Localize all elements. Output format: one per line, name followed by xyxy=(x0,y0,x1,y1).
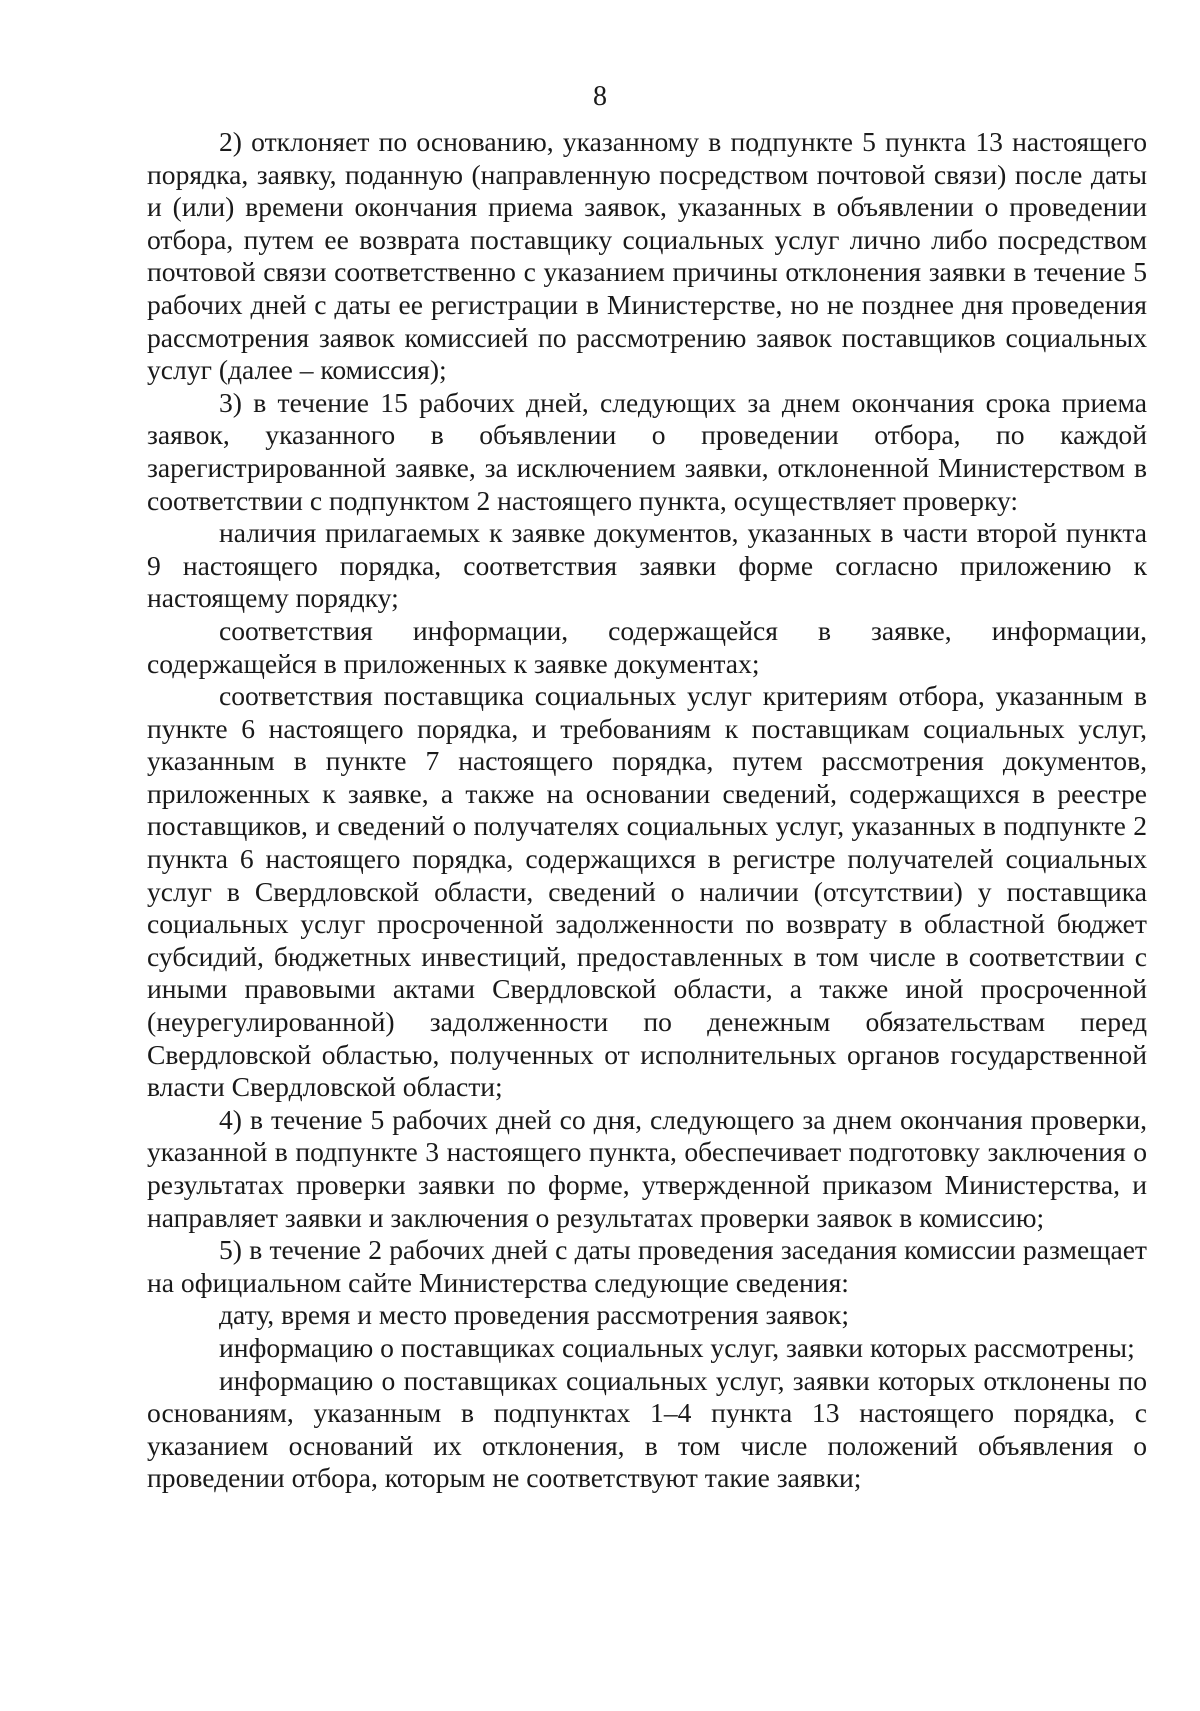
paragraph-item-5: 5) в течение 2 рабочих дней с даты проведения заседания комиссии размещает на официальном сайте Министерства следующие сведения: xyxy=(147,1234,1147,1298)
paragraph-item-4: 4) в течение 5 рабочих дней со дня, следующего за днем окончания проверки, указанной в подпункте 3 настоящего пункта, обеспечивает подготовку заключения о результатах проверки заявки по форме, утвержденной приказом Министерства, и направляет заявки и заключения о результатах проверки заявок в комиссию; xyxy=(147,1103,1147,1233)
paragraph-check-supplier: соответствия поставщика социальных услуг критериям отбора, указанным в пункте 6 настоящего порядка, и требованиям к поставщикам социальных услуг, указанным в пункте 7 настоящего порядка, путем рассмотрения документов, приложенных к заявке, а также на основании сведений, содержащихся в реестре поставщиков, и сведений о получателях социальных услуг, указанных в подпункте 2 пункта 6 настоящего порядка, содержащихся в регистре получателей социальных услуг в Свердловской области, сведений о наличии (отсутствии) у поставщика социальных услуг просроченной задолженности по возврату в областной бюджет субсидий, бюджетных инвестиций, предоставленных в том числе в соответствии с иными правовыми актами Свердловской области, а также иной просроченной (неурегулированной) задолженности по денежным обязательствам перед Свердловской областью, полученных от исполнительных органов государственной власти Свердловской области; xyxy=(147,680,1147,1103)
paragraph-check-information: соответствия информации, содержащейся в заявке, информации, содержащейся в приложенных к заявке документах; xyxy=(147,614,1147,679)
paragraph-considered-suppliers: информацию о поставщиках социальных услуг, заявки которых рассмотрены; xyxy=(219,1331,1135,1363)
paragraph-item-2: 2) отклоняет по основанию, указанному в подпункте 5 пункта 13 настоящего порядка, заявку, поданную (направленную посредством почтовой связи) после даты и (или) времени окончания приема заявок, указанных в объявлении о проведении отбора, путем ее возврата поставщику социальных услуг лично либо посредством почтовой связи соответственно с указанием причины отклонения заявки в течение 5 рабочих дней с даты ее регистрации в Министерстве, но не позднее дня проведения рассмотрения заявок комиссией по рассмотрению заявок поставщиков социальных услуг (далее – комиссия); xyxy=(147,126,1147,386)
paragraph-date-time-place: дату, время и место проведения рассмотрения заявок; xyxy=(219,1299,849,1331)
paragraph-item-3: 3) в течение 15 рабочих дней, следующих за днем окончания срока приема заявок, указанного в объявлении о проведении отбора, по каждой зарегистрированной заявке, за исключением заявки, отклоненной Министерством в соответствии с подпунктом 2 настоящего пункта, осуществляет проверку: xyxy=(147,386,1147,516)
document-body xyxy=(147,126,1147,1495)
paragraph-rejected-suppliers: информацию о поставщиках социальных услуг, заявки которых отклонены по основаниям, указанным в подпунктах 1–4 пункта 13 настоящего порядка, с указанием оснований их отклонения, в том числе положений объявления о проведении отбора, которым не соответствуют такие заявки; xyxy=(147,1364,1147,1494)
page-number: 8 xyxy=(593,81,607,112)
paragraph-check-documents: наличия прилагаемых к заявке документов, указанных в части второй пункта 9 настоящего порядка, соответствия заявки форме согласно приложению к настоящему порядку; xyxy=(147,517,1147,614)
